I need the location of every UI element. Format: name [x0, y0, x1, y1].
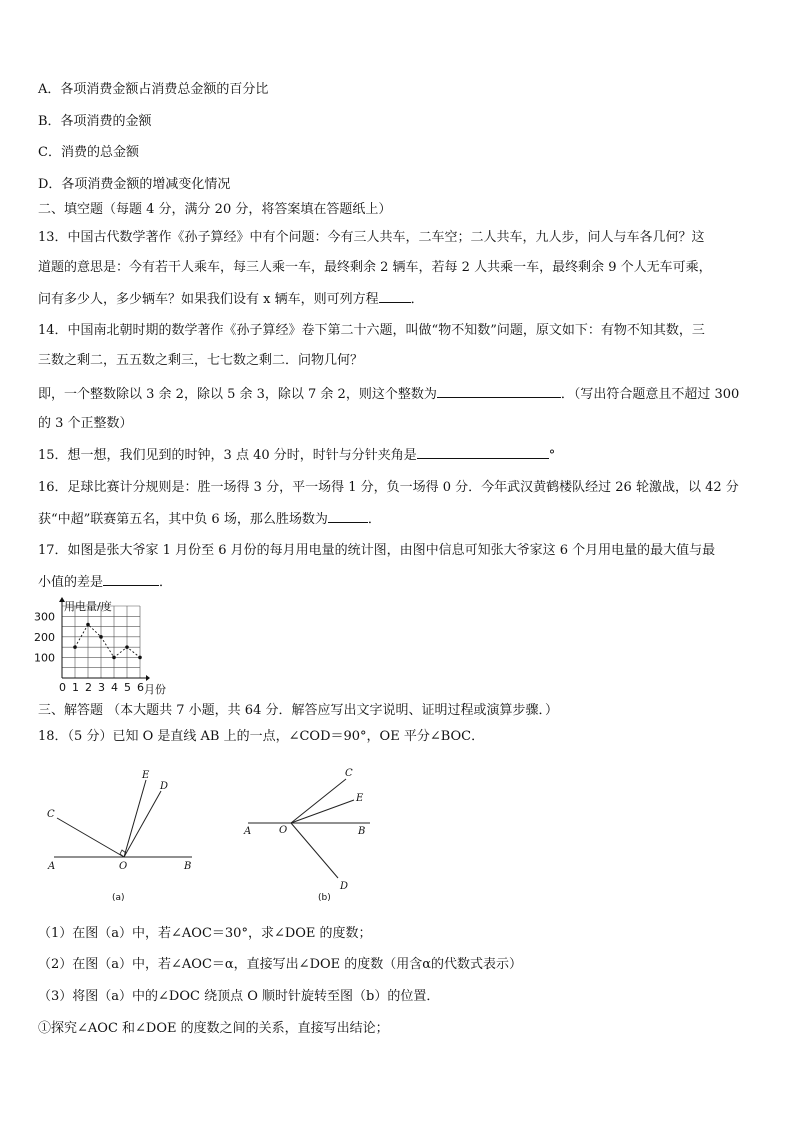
q14-line1: 14．中国南北朝时期的数学著作《孙子算经》卷下第二十六题，叫做“物不知数”问题，原文如下：有物不知其数，三	[38, 323, 705, 338]
q18-part4: ①探究∠AOC 和∠DOE 的度数之间的关系，直接写出结论；	[38, 1021, 389, 1036]
fig-b-ray-OD	[291, 823, 338, 878]
option-b: B．各项消费的金额	[38, 114, 152, 129]
figure-b	[240, 762, 390, 910]
fig-b-ray-OE	[291, 800, 354, 823]
option-c: C．消费的总金额	[38, 145, 139, 160]
chart-point	[86, 623, 90, 627]
chart-point	[73, 645, 77, 649]
section2-heading: 二、填空题（每题 4 分，满分 20 分，将答案填在答题纸上）	[38, 202, 392, 217]
chart-series-line	[75, 625, 140, 658]
fig-b-label-E: E	[356, 793, 364, 804]
chart-x-tick: 5	[124, 681, 131, 694]
chart-x-tick: 3	[98, 681, 105, 694]
fig-a-label-C: C	[47, 809, 55, 820]
q13-line1: 13．中国古代数学著作《孙子算经》中有个问题：今有三人共车，二车空；二人共车，九人步，问人与车各几何？这	[38, 230, 705, 245]
fig-b-label-B: B	[358, 826, 366, 837]
q13-line3	[38, 290, 424, 309]
chart-ylabel: 用电量/度	[64, 600, 112, 613]
chart-y-tick: 100	[34, 651, 55, 665]
q17-end: ．	[159, 575, 173, 590]
q16-blank	[328, 510, 368, 523]
q18-part2: （2）在图（a）中，若∠AOC＝α，直接写出∠DOE 的度数（用含α的代数式表示）	[38, 957, 523, 972]
chart-x-tick: 4	[111, 681, 118, 694]
q18-stem: 18．（5 分）已知 O 是直线 AB 上的一点，∠COD＝90°，OE 平分∠BOC．	[38, 729, 485, 744]
q14-line2: 三数之剩二，五五数之剩三，七七数之剩二．问物几何？	[38, 353, 364, 368]
q16-line2	[38, 510, 381, 529]
q16-text: 获“中超”联赛第五名，其中负 6 场，那么胜场数为	[38, 512, 328, 527]
chart-x-tick: 0	[59, 681, 66, 694]
q13-end: ．	[410, 292, 424, 307]
electricity-chart	[32, 596, 182, 700]
chart-grid	[62, 606, 140, 678]
q15-blank	[417, 446, 549, 459]
fig-a-label-A: A	[48, 861, 56, 872]
chart-ticks	[34, 610, 144, 694]
q18-part1: （1）在图（a）中，若∠AOC＝30°，求∠DOE 的度数；	[38, 926, 372, 941]
section3-heading: 三、解答题 （本大题共 7 小题，共 64 分．解答应写出文字说明、证明过程或演算步骤．）	[38, 703, 558, 718]
chart-point	[138, 656, 142, 660]
fig-a-ray-OC	[57, 818, 124, 857]
chart-x-tick: 6	[137, 681, 144, 694]
chart-y-tick: 200	[34, 630, 55, 644]
q15-line	[38, 446, 555, 465]
q17-line2	[38, 573, 172, 592]
fig-a-label-B: B	[184, 861, 192, 872]
q16-end: ．	[367, 512, 381, 527]
chart-y-tick: 300	[34, 610, 55, 624]
figure-a	[40, 762, 210, 910]
fig-b-label-D: D	[340, 881, 349, 892]
fig-a-ray-OE	[124, 780, 146, 857]
fig-b-caption: (b)	[318, 893, 331, 903]
q13-blank	[379, 290, 411, 303]
q13-text: 问有多少人，多少辆车？如果我们设有 x 辆车，则可列方程	[38, 292, 379, 307]
q15-text: 15．想一想，我们见到的时钟，3 点 40 分时，时针与分针夹角是	[38, 448, 417, 463]
chart-point	[99, 635, 103, 639]
fig-b-label-O: O	[279, 825, 288, 836]
q15-end: °	[548, 448, 556, 463]
fig-b-ray-OC	[291, 779, 346, 823]
fig-b-label-A: A	[244, 826, 252, 837]
q14-line4: 的 3 个正整数）	[38, 416, 133, 431]
q17-line1: 17．如图是张大爷家 1 月份至 6 月份的每月用电量的统计图，由图中信息可知张大爷家这 6 个月用电量的最大值与最	[38, 543, 716, 558]
q14-line3	[38, 385, 739, 404]
q13-line2: 道题的意思是：今有若干人乘车，每三人乘一车，最终剩余 2 辆车，若每 2 人共乘一车，最终剩余 9 个人无车可乘，	[38, 260, 712, 275]
q17-text: 小值的差是	[38, 575, 104, 590]
chart-x-tick: 1	[72, 681, 79, 694]
chart-point	[112, 656, 116, 660]
fig-a-ray-OD	[124, 791, 161, 857]
q14-text-b: ．（写出符合题意且不超过 300	[560, 387, 740, 402]
q16-line1: 16．足球比赛计分规则是：胜一场得 3 分，平一场得 1 分，负一场得 0 分．今年武汉黄鹤楼队经过 26 轮激战，以 42 分	[38, 480, 739, 495]
option-a: A．各项消费金额占消费总金额的百分比	[38, 82, 269, 97]
chart-series	[73, 623, 142, 660]
fig-a-label-O: O	[119, 861, 128, 872]
option-d: D．各项消费金额的增减变化情况	[38, 177, 231, 192]
fig-b-label-C: C	[345, 768, 353, 779]
chart-xlabel: 月份	[144, 683, 166, 696]
fig-a-label-E: E	[142, 770, 150, 781]
q14-blank	[437, 385, 561, 398]
chart-x-tick: 2	[85, 681, 92, 694]
q18-part3: （3）将图（a）中的∠DOC 绕顶点 O 顺时针旋转至图（b）的位置．	[38, 989, 440, 1004]
q17-blank	[103, 573, 159, 586]
fig-a-label-D: D	[160, 781, 169, 792]
chart-x-arrow	[146, 675, 150, 681]
q14-text-a: 即，一个整数除以 3 余 2，除以 5 余 3，除以 7 余 2，则这个整数为	[38, 387, 437, 402]
chart-point	[125, 645, 129, 649]
fig-a-caption: (a)	[112, 893, 125, 903]
